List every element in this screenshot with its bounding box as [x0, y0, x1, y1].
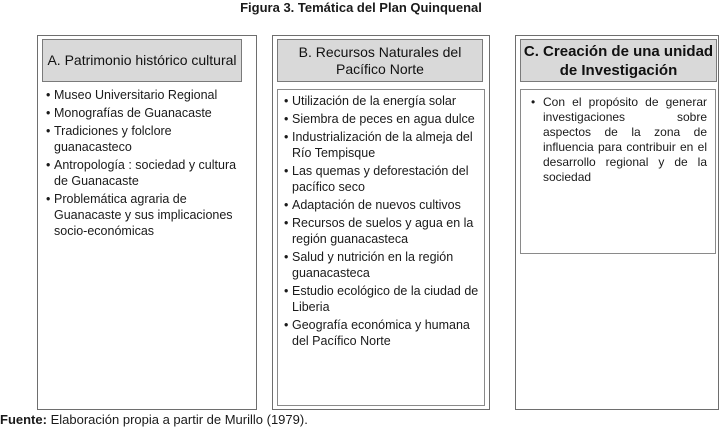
list-item: • Antropología : sociedad y cultura de Guanacaste [46, 158, 237, 188]
source-note [0, 412, 308, 428]
bullet-icon: • [284, 94, 289, 108]
source-text: Elaboración propia a partir de Murillo (1979). [46, 412, 308, 427]
list-item: • Utilización de la energía solar [284, 94, 456, 108]
item-list-patrimonio [42, 84, 252, 239]
list-item: • Siembra de peces en agua dulce [284, 112, 475, 126]
column-header-recursos: B. Recursos Naturales del Pacífico Norte [277, 39, 483, 82]
column-investigacion [515, 35, 719, 410]
list-item: • Problemática agraria de Guanacaste y sus implicaciones socio-económicas [46, 192, 233, 238]
bullet-icon: • [284, 284, 289, 298]
bullet-icon: • [284, 250, 289, 264]
list-item: • Estudio ecológico de la ciudad de Liberia [284, 284, 479, 314]
bullet-icon: • [284, 216, 289, 230]
source-label: Fuente: [0, 412, 47, 427]
item-list-recursos [278, 90, 484, 349]
figure-title: Figura 3. Temática del Plan Quinquenal [240, 0, 482, 15]
column-header-investigacion: C. Creación de una unidad de Investigación [520, 39, 717, 82]
list-box-investigacion [520, 89, 716, 254]
list-item: • Las quemas y deforestación del pacífico seco [284, 164, 469, 194]
list-box-patrimonio [42, 84, 252, 314]
item-list-investigacion [521, 90, 715, 185]
list-item: • Adaptación de nuevos cultivos [284, 198, 461, 212]
bullet-icon: • [284, 318, 289, 332]
bullet-icon: • [531, 95, 536, 109]
bullet-icon: • [284, 198, 289, 212]
list-item: • Monografías de Guanacaste [46, 106, 212, 120]
list-item: • Con el propósito de generar investigaciones sobre aspectos de la zona de influencia para contribuir en el desarrollo regional y de la sociedad [531, 95, 707, 184]
list-box-recursos [277, 89, 485, 406]
list-item: • Recursos de suelos y agua en la región guanacasteca [284, 216, 474, 246]
bullet-icon: • [46, 106, 51, 120]
bullet-icon: • [46, 192, 51, 206]
list-item: • Tradiciones y folclore guanacasteco [46, 124, 172, 154]
column-recursos [272, 35, 490, 410]
bullet-icon: • [284, 112, 289, 126]
bullet-icon: • [284, 130, 289, 144]
bullet-icon: • [284, 164, 289, 178]
column-header-patrimonio: A. Patrimonio histórico cultural [42, 39, 242, 82]
list-item: • Geografía económica y humana del Pacífico Norte [284, 318, 470, 348]
list-item: • Museo Universitario Regional [46, 88, 218, 102]
bullet-icon: • [46, 88, 51, 102]
list-item: • Industrialización de la almeja del Río Tempisque [284, 130, 473, 160]
bullet-icon: • [46, 158, 51, 172]
list-item: • Salud y nutrición en la región guanacasteca [284, 250, 454, 280]
bullet-icon: • [46, 124, 51, 138]
column-patrimonio [37, 35, 257, 410]
